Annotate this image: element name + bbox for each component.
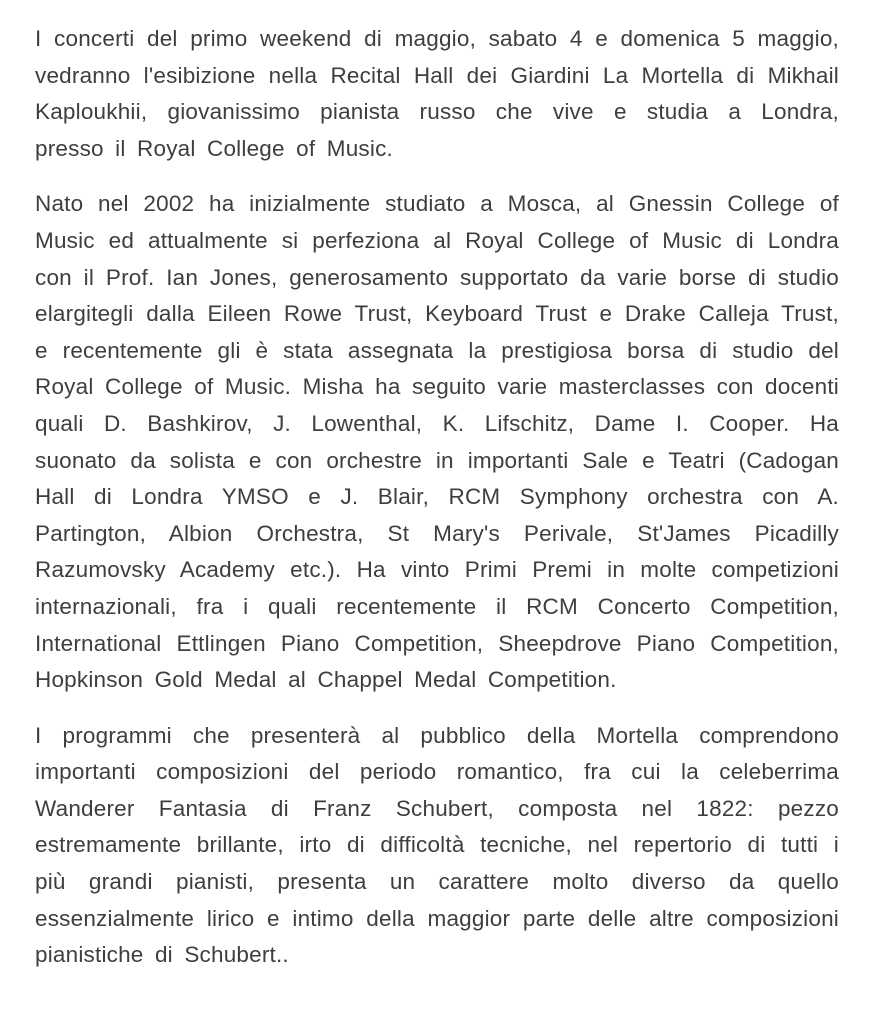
paragraph-concert-announcement: I concerti del primo weekend di maggio, sabato 4 e domenica 5 maggio, vedranno l'esibizione nella Recital Hall dei Giardini La Mortella di Mikhail Kaploukhii, giovanissimo pianista russo che vive e studia a Londra, presso il Royal College of Music. [35, 26, 839, 161]
paragraph-program-description: I programmi che presenterà al pubblico della Mortella comprendono importanti composizioni del periodo romantico, fra cui la celeberrima Wanderer Fantasia di Franz Schubert, composta nel 1822: pezzo estremamente brillante, irto di difficoltà tecniche, nel repertorio di tutti i più grandi pianisti, presenta un carattere molto diverso da quello essenzialmente lirico e intimo della maggior parte delle altre composizioni pianistiche di Schubert.. [35, 722, 839, 968]
paragraph-biography: Nato nel 2002 ha inizialmente studiato a Mosca, al Gnessin College of Music ed attualmente si perfeziona al Royal College of Music di Londra con il Prof. Ian Jones, generosamento supportato da varie borse di studio elargitegli dalla Eileen Rowe Trust, Keyboard Trust e Drake Calleja Trust, e recentemente gli è stata assegnata la prestigiosa borsa di studio del Royal College of Music. Misha ha seguito varie masterclasses con docenti quali D. Bashkirov, J. Lowenthal, K. Lifschitz, Dame I. Cooper. Ha suonato da solista e con orchestre in importanti Sale e Teatri (Cadogan Hall di Londra YMSO e J. Blair, RCM Symphony orchestra con A. Partington, Albion Orchestra, St Mary's Perivale, St'James Picadilly Razumovsky Academy etc.). Ha vinto Primi Premi in molte competizioni internazionali, fra i quali recentemente il RCM Concerto Competition, International Ettlingen Piano Competition, Sheepdrove Piano Competition, Hopkinson Gold Medal al Chappel Medal Competition. [35, 191, 839, 693]
